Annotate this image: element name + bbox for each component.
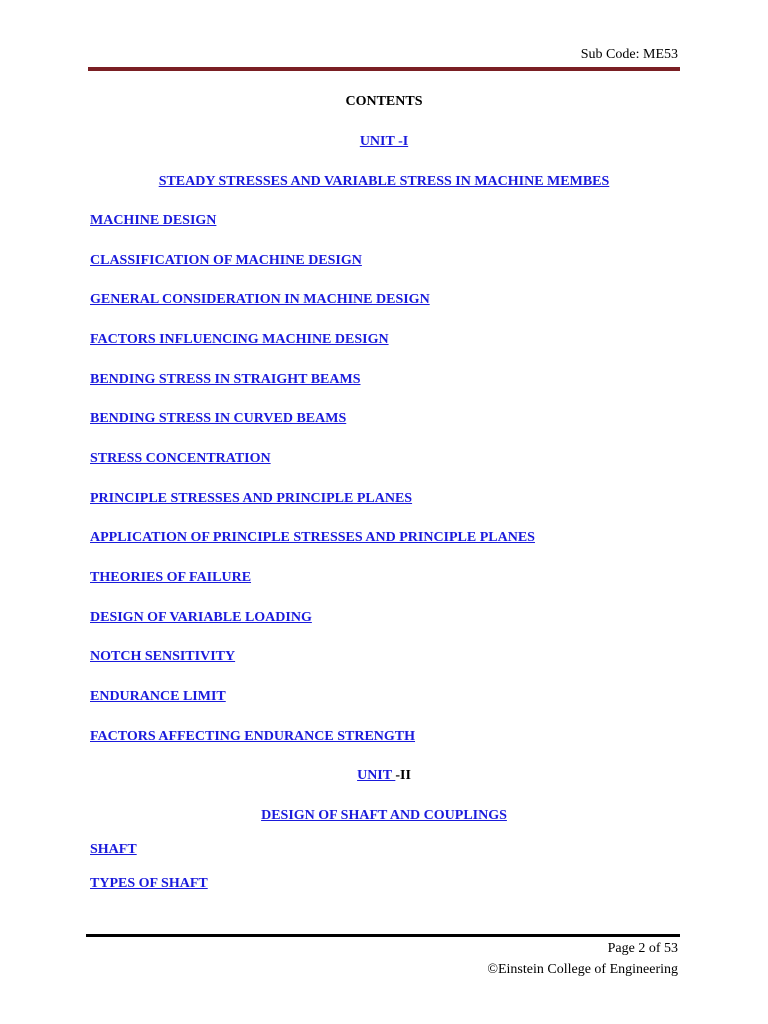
footer-page-number: Page 2 of 53 [607, 941, 678, 956]
toc-link-principle-stresses[interactable]: PRINCIPLE STRESSES AND PRINCIPLE PLANES [90, 491, 413, 506]
toc-link-classification[interactable]: CLASSIFICATION OF MACHINE DESIGN [90, 253, 362, 268]
toc-link-machine-design[interactable]: MACHINE DESIGN [90, 213, 217, 228]
toc-link-factors-influencing[interactable]: FACTORS INFLUENCING MACHINE DESIGN [90, 332, 389, 347]
unit-1-heading-link[interactable]: STEADY STRESSES AND VARIABLE STRESS IN MACHINE MEMBES [158, 174, 610, 189]
toc-link-notch-sensitivity[interactable]: NOTCH SENSITIVITY [90, 649, 236, 664]
toc-link-bending-straight[interactable]: BENDING STRESS IN STRAIGHT BEAMS [90, 372, 361, 387]
toc-link-endurance-strength[interactable]: FACTORS AFFECTING ENDURANCE STRENGTH [90, 729, 416, 744]
unit-2-label [0, 767, 768, 785]
header-sub-code: Sub Code: ME53 [580, 47, 678, 62]
contents-title: CONTENTS [345, 94, 423, 109]
toc-link-endurance-limit[interactable]: ENDURANCE LIMIT [90, 689, 226, 704]
header-rule [88, 67, 680, 71]
footer-rule [86, 934, 680, 937]
toc-link-theories-failure[interactable]: THEORIES OF FAILURE [90, 570, 252, 585]
toc-link-variable-loading[interactable]: DESIGN OF VARIABLE LOADING [90, 610, 312, 625]
toc-link-application-principle[interactable]: APPLICATION OF PRINCIPLE STRESSES AND PRINCIPLE PLANES [90, 530, 535, 545]
toc-link-shaft[interactable]: SHAFT [90, 842, 137, 857]
unit-2-suffix: -II [395, 768, 411, 783]
toc-link-types-of-shaft[interactable]: TYPES OF SHAFT [90, 876, 208, 891]
unit-2-heading-link[interactable]: DESIGN OF SHAFT AND COUPLINGS [261, 808, 507, 823]
unit-2-link[interactable]: UNIT [357, 768, 396, 783]
toc-link-bending-curved[interactable]: BENDING STRESS IN CURVED BEAMS [90, 411, 347, 426]
toc-link-stress-concentration[interactable]: STRESS CONCENTRATION [90, 451, 271, 466]
footer-copyright: ©Einstein College of Engineering [487, 962, 678, 977]
toc-link-general-consideration[interactable]: GENERAL CONSIDERATION IN MACHINE DESIGN [90, 292, 430, 307]
unit-1-link[interactable]: UNIT -I [359, 134, 409, 149]
